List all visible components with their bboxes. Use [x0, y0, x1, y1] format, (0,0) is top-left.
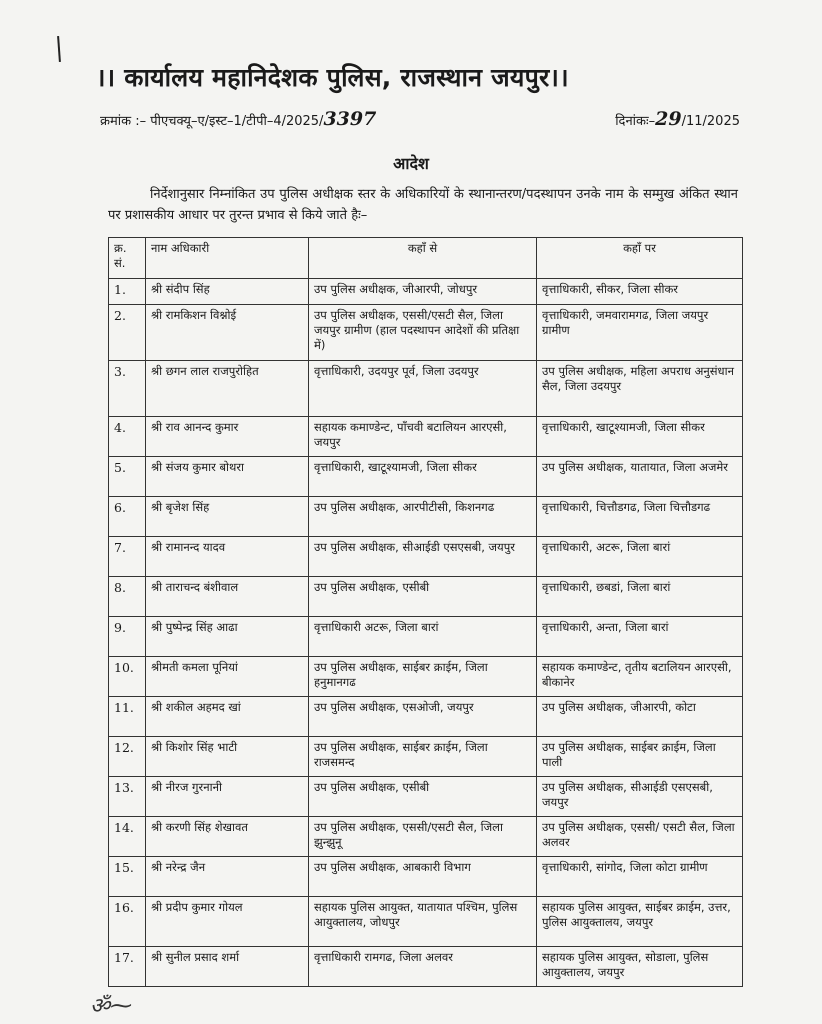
row-serial: 8.	[109, 577, 146, 617]
header-from: कहाँ से	[309, 238, 537, 279]
row-serial: 17.	[109, 947, 146, 987]
table-row	[109, 457, 743, 497]
table-row	[109, 817, 743, 857]
row-from-post: सहायक पुलिस आयुक्त, यातायात पश्चिम, पुलिस आयुक्तालय, जोधपुर	[309, 897, 537, 947]
row-officer-name: श्री नरेन्द्र जैन	[146, 857, 309, 897]
row-to-post: वृत्ताधिकारी, चित्तौडगढ, जिला चित्तौडगढ	[537, 497, 743, 537]
row-serial: 15.	[109, 857, 146, 897]
row-from-post: सहायक कमाण्डेन्ट, पाँचवी बटालियन आरएसी, जयपुर	[309, 417, 537, 457]
signature-mark: ॐ⁓	[90, 994, 133, 1019]
row-to-post: उप पुलिस अधीक्षक, महिला अपराध अनुसंधान सैल, जिला उदयपुर	[537, 361, 743, 417]
row-serial: 12.	[109, 737, 146, 777]
row-to-post: सहायक कमाण्डेन्ट, तृतीय बटालियन आरएसी, बीकानेर	[537, 657, 743, 697]
header-serial: क्र. सं.	[109, 238, 146, 279]
row-officer-name: श्री पुष्पेन्द्र सिंह आढा	[146, 617, 309, 657]
row-officer-name: श्री किशोर सिंह भाटी	[146, 737, 309, 777]
row-to-post: उप पुलिस अधीक्षक, एससी/ एसटी सैल, जिला अलवर	[537, 817, 743, 857]
row-from-post: उप पुलिस अधीक्षक, जीआरपी, जोधपुर	[309, 279, 537, 305]
table-row	[109, 777, 743, 817]
date-prefix: दिनांकः–	[615, 114, 656, 129]
table-row	[109, 617, 743, 657]
row-serial: 13.	[109, 777, 146, 817]
row-to-post: उप पुलिस अधीक्षक, सीआईडी एसएसबी, जयपुर	[537, 777, 743, 817]
row-officer-name: श्री बृजेश सिंह	[146, 497, 309, 537]
row-serial: 7.	[109, 537, 146, 577]
row-from-post: वृत्ताधिकारी, उदयपुर पूर्व, जिला उदयपुर	[309, 361, 537, 417]
row-to-post: वृत्ताधिकारी, जमवारामगढ, जिला जयपुर ग्रामीण	[537, 305, 743, 361]
table-row	[109, 577, 743, 617]
date-handwritten-day: 29	[655, 108, 682, 130]
row-serial: 11.	[109, 697, 146, 737]
row-officer-name: श्री संजय कुमार बोथरा	[146, 457, 309, 497]
reference-prefix: क्रमांक :– पीएचक्यू–ए/इस्ट–1/टीपी–4/2025/	[100, 114, 324, 129]
row-from-post: उप पुलिस अधीक्षक, आबकारी विभाग	[309, 857, 537, 897]
table-row	[109, 361, 743, 417]
row-to-post: वृत्ताधिकारी, अटरू, जिला बारां	[537, 537, 743, 577]
reference-number	[100, 108, 376, 130]
table-row	[109, 657, 743, 697]
row-from-post: उप पुलिस अधीक्षक, एससी/एसटी सैल, जिला जयपुर ग्रामीण (हाल पदस्थापन आदेशों की प्रतिक्षा में)	[309, 305, 537, 361]
margin-pen-mark	[57, 36, 61, 62]
row-from-post: उप पुलिस अधीक्षक, आरपीटीसी, किशनगढ	[309, 497, 537, 537]
row-from-post: वृत्ताधिकारी रामगढ, जिला अलवर	[309, 947, 537, 987]
row-serial: 14.	[109, 817, 146, 857]
row-officer-name: श्रीमती कमला पूनियां	[146, 657, 309, 697]
row-officer-name: श्री नीरज गुरनानी	[146, 777, 309, 817]
row-to-post: वृत्ताधिकारी, सीकर, जिला सीकर	[537, 279, 743, 305]
table-row	[109, 305, 743, 361]
row-officer-name: श्री ताराचन्द बंशीवाल	[146, 577, 309, 617]
row-officer-name: श्री छगन लाल राजपुरोहित	[146, 361, 309, 417]
row-officer-name: श्री प्रदीप कुमार गोयल	[146, 897, 309, 947]
row-serial: 9.	[109, 617, 146, 657]
table-row	[109, 497, 743, 537]
row-officer-name: श्री संदीप सिंह	[146, 279, 309, 305]
row-serial: 6.	[109, 497, 146, 537]
order-date	[615, 108, 740, 130]
table-row	[109, 897, 743, 947]
row-from-post: उप पुलिस अधीक्षक, साईबर क्राईम, जिला हनुमानगढ	[309, 657, 537, 697]
transfer-table	[108, 237, 743, 987]
row-officer-name: श्री शकील अहमद खां	[146, 697, 309, 737]
office-title: ।। कार्यालय महानिदेशक पुलिस, राजस्थान जयपुर।।	[96, 63, 569, 92]
row-officer-name: श्री सुनील प्रसाद शर्मा	[146, 947, 309, 987]
row-to-post: सहायक पुलिस आयुक्त, सोडाला, पुलिस आयुक्तालय, जयपुर	[537, 947, 743, 987]
table-row	[109, 697, 743, 737]
row-to-post: वृत्ताधिकारी, खाटूश्यामजी, जिला सीकर	[537, 417, 743, 457]
header-to: कहाँ पर	[537, 238, 743, 279]
row-serial: 3.	[109, 361, 146, 417]
order-heading: आदेश	[393, 154, 429, 173]
row-officer-name: श्री करणी सिंह शेखावत	[146, 817, 309, 857]
table-row	[109, 537, 743, 577]
row-from-post: उप पुलिस अधीक्षक, एसीबी	[309, 777, 537, 817]
table-header-row	[109, 238, 743, 279]
table-row	[109, 737, 743, 777]
row-to-post: उप पुलिस अधीक्षक, यातायात, जिला अजमेर	[537, 457, 743, 497]
row-to-post: उप पुलिस अधीक्षक, साईबर क्राईम, जिला पाली	[537, 737, 743, 777]
reference-handwritten-number: 3397	[323, 108, 377, 130]
row-serial: 4.	[109, 417, 146, 457]
table-row	[109, 417, 743, 457]
order-intro-paragraph: निर्देशानुसार निम्नांकित उप पुलिस अधीक्षक स्तर के अधिकारियों के स्थानान्तरण/पदस्थापन उनके नाम के सम्मुख अंकित स्थान पर प्रशासकीय आधार पर तुरन्त प्रभाव से किये जाते हैः–	[108, 187, 738, 223]
header-officer-name: नाम अधिकारी	[146, 238, 309, 279]
row-officer-name: श्री रामकिशन विश्नोई	[146, 305, 309, 361]
table-row	[109, 279, 743, 305]
reference-line	[100, 108, 740, 132]
row-to-post: उप पुलिस अधीक्षक, जीआरपी, कोटा	[537, 697, 743, 737]
row-officer-name: श्री राव आनन्द कुमार	[146, 417, 309, 457]
row-serial: 1.	[109, 279, 146, 305]
row-from-post: उप पुलिस अधीक्षक, एससी/एसटी सैल, जिला झुन्झुनू	[309, 817, 537, 857]
row-serial: 2.	[109, 305, 146, 361]
row-to-post: वृत्ताधिकारी, छबडां, जिला बारां	[537, 577, 743, 617]
table-row	[109, 947, 743, 987]
row-serial: 5.	[109, 457, 146, 497]
row-serial: 10.	[109, 657, 146, 697]
table-row	[109, 857, 743, 897]
row-from-post: उप पुलिस अधीक्षक, सीआईडी एसएसबी, जयपुर	[309, 537, 537, 577]
row-officer-name: श्री रामानन्द यादव	[146, 537, 309, 577]
row-serial: 16.	[109, 897, 146, 947]
row-from-post: उप पुलिस अधीक्षक, एसीबी	[309, 577, 537, 617]
row-from-post: उप पुलिस अधीक्षक, एसओजी, जयपुर	[309, 697, 537, 737]
date-suffix: /11/2025	[681, 114, 740, 129]
row-from-post: उप पुलिस अधीक्षक, साईबर क्राईम, जिला राजसमन्द	[309, 737, 537, 777]
row-from-post: वृत्ताधिकारी अटरू, जिला बारां	[309, 617, 537, 657]
row-to-post: वृत्ताधिकारी, अन्ता, जिला बारां	[537, 617, 743, 657]
row-from-post: वृत्ताधिकारी, खाटूश्यामजी, जिला सीकर	[309, 457, 537, 497]
row-to-post: वृत्ताधिकारी, सांगोद, जिला कोटा ग्रामीण	[537, 857, 743, 897]
row-to-post: सहायक पुलिस आयुक्त, साईबर क्राईम, उत्तर, पुलिस आयुक्तालय, जयपुर	[537, 897, 743, 947]
